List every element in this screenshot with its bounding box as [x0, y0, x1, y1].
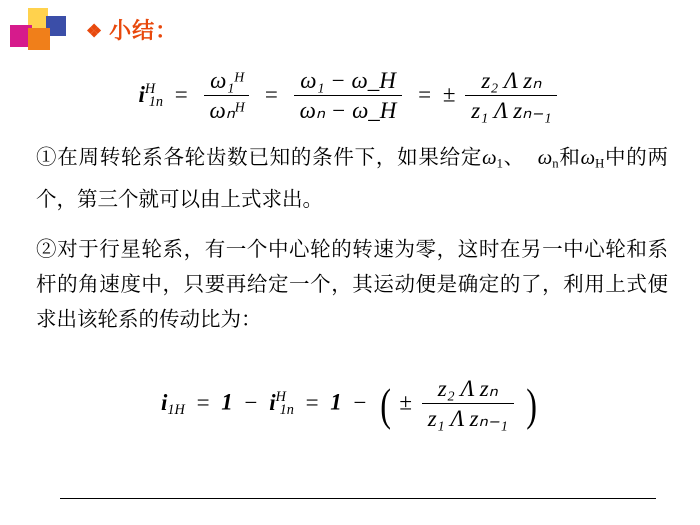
formula-main-frac2-numerator: ω₁ − ω_H [294, 68, 403, 96]
formula-main-fraction-2 [294, 68, 403, 125]
paragraph-item-1 [36, 140, 668, 217]
formula-second [0, 376, 700, 433]
formula-main-eq3: = [418, 81, 432, 107]
item-1-omega-h: ωH [580, 147, 605, 171]
formula-second-lhs: $i_{1H}$ [161, 389, 185, 418]
formula-second-one: 1 [221, 389, 233, 415]
formula-main-frac3-numerator: z₂ Λ zₙ [465, 68, 557, 96]
formula-second-plusminus: ± [399, 389, 412, 415]
formula-main-frac1-denominator: ωₙᴴ [209, 98, 244, 124]
formula-main-frac1-numerator: ω₁ᴴ [204, 68, 250, 96]
item-2-marker: ② [36, 238, 58, 261]
formula-main-eq1: = [174, 81, 188, 107]
formula-second-term: $i^H_{1n}$ [269, 388, 294, 418]
formula-second-one-2: 1 [330, 389, 342, 415]
formula-second-eq1: = [196, 389, 210, 415]
item-1-text-a: 在周转轮系各轮齿数已知的条件下，如果给定 [57, 146, 483, 169]
item-1-text-c: 和 [558, 146, 581, 169]
formula-main-fraction-3 [465, 68, 557, 125]
item-1-omega-1: ω1 [482, 147, 503, 171]
footer-divider [60, 498, 656, 499]
formula-main-fraction-1 [204, 68, 250, 125]
decorative-logo [10, 8, 66, 52]
formula-second-frac-numerator: z₂ Λ zₙ [422, 376, 514, 404]
slide-title [86, 14, 178, 45]
item-1-marker: ① [36, 146, 58, 169]
formula-second-fraction [422, 376, 514, 433]
item-1-text-b: 、 [502, 146, 525, 169]
logo-square-orange [28, 28, 50, 50]
item-1-text-d: 中的两个，第三个就可以由上式求出。 [36, 146, 669, 211]
formula-second-frac-denominator: z₁ Λ zₙ₋₁ [427, 406, 508, 432]
diamond-bullet-icon: ❖ [86, 21, 104, 41]
item-1-omega-n: ωn [537, 147, 559, 171]
paragraph-item-2 [36, 232, 668, 337]
paren-open: ( [380, 378, 392, 430]
formula-second-minus-2: − [353, 389, 367, 415]
slide-title-text: 小结： [109, 18, 179, 43]
item-2-text: 对于行星轮系，有一个中心轮的转速为零，这时在另一中心轮和系杆的角速度中，只要再给定一个，其运动便是确定的了，利用上式便求出该轮系的传动比为： [36, 238, 669, 331]
formula-second-eq2: = [305, 389, 319, 415]
formula-second-minus: − [244, 389, 258, 415]
formula-main [0, 68, 700, 125]
formula-main-plusminus: ± [442, 81, 456, 107]
formula-main-lhs: $i^H_{1n}$ [138, 80, 164, 110]
paren-close: ) [525, 378, 537, 430]
formula-main-frac2-denominator: ωₙ − ω_H [299, 98, 397, 124]
formula-main-eq2: = [264, 81, 278, 107]
formula-main-frac3-denominator: z₁ Λ zₙ₋₁ [471, 98, 552, 124]
